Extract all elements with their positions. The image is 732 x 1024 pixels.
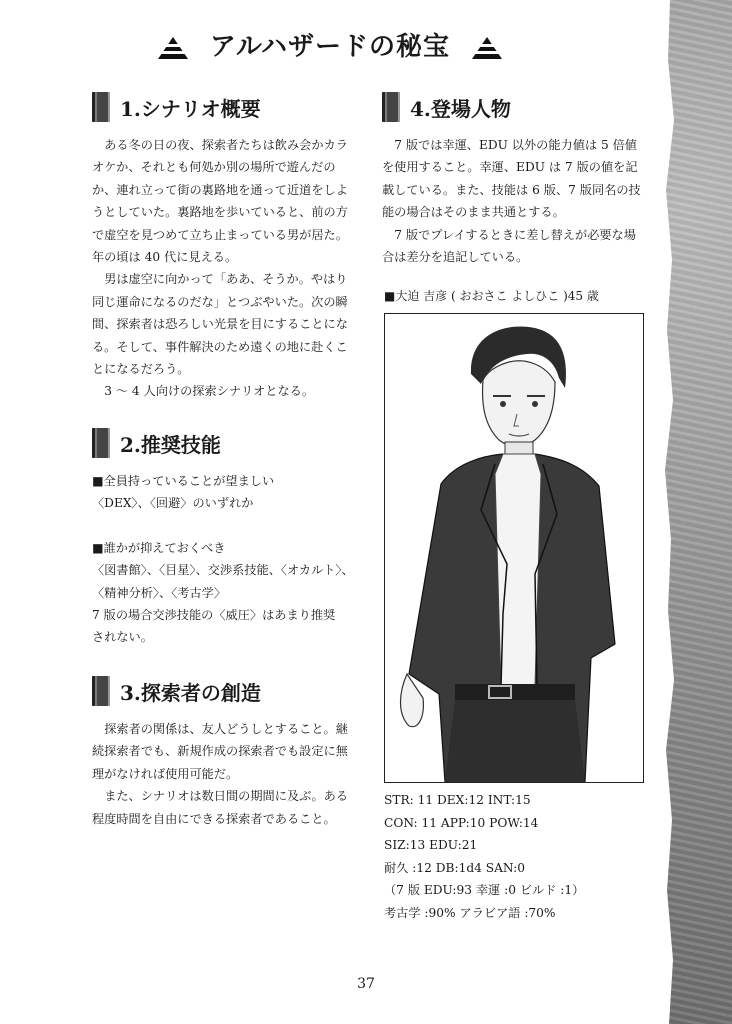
paragraph: 探索者の関係は、友人どうしとすること。継続探索者でも、新規作成の探索者でも設定に無理がなければ使用可能だ。 — [92, 722, 348, 781]
paragraph: 男は虚空に向かって「ああ、そうか。やはり同じ運命になるのだな」とつぶやいた。次の瞬間、探索者は恐ろしい光景を目にすることになる。そして、事件解決のため遠くの地に赴くことになるだろう。 — [92, 272, 348, 377]
stat-line: （7 版 EDU:93 幸運 :0 ビルド :1） — [384, 883, 585, 898]
stat-line: SIZ:13 EDU:21 — [384, 838, 478, 853]
page-number: 37 — [357, 976, 375, 992]
text-line: 〈精神分析〉、〈考古学〉 — [92, 585, 227, 600]
pyramid-icon — [470, 35, 504, 61]
pyramid-icon — [156, 35, 190, 61]
character-portrait — [384, 313, 644, 783]
section-heading — [382, 92, 644, 122]
section-title: 2.推奨技能 — [120, 432, 221, 457]
section-title: 1.シナリオ概要 — [120, 96, 261, 121]
paragraph: また、シナリオは数日間の期間に及ぶ。ある程度時間を自由にできる探索者であること。 — [92, 789, 349, 826]
torn-edge — [652, 0, 680, 1024]
text-line: されない。 — [92, 630, 153, 645]
section-title: 4.登場人物 — [410, 96, 511, 121]
section-heading — [92, 676, 354, 706]
text-line: 〈図書館〉、〈目星〉、交渉系技能、〈オカルト〉、 — [92, 563, 354, 578]
page-title-block — [0, 26, 660, 63]
page-title: アルハザードの秘宝 — [209, 32, 451, 62]
stat-line: STR: 11 DEX:12 INT:15 — [384, 793, 531, 807]
book-icon — [92, 428, 110, 458]
book-icon — [382, 92, 400, 122]
paragraph: 3 ～ 4 人向けの探索シナリオとなる。 — [104, 384, 315, 399]
text-line: 〈DEX〉、〈回避〉のいずれか — [92, 496, 254, 511]
book-icon — [92, 92, 110, 122]
book-icon — [92, 676, 110, 706]
stat-line: 考古学 :90% アラビア語 :70% — [384, 905, 556, 920]
section-characters — [382, 92, 644, 268]
section-recommended-skills — [92, 428, 354, 649]
stat-line: 耐久 :12 DB:1d4 SAN:0 — [384, 860, 525, 875]
text-line: ■誰かが抑えておくべき — [92, 540, 226, 555]
character-stats — [384, 789, 644, 925]
man-in-suit-illustration — [385, 314, 643, 782]
section-investigator-creation — [92, 676, 354, 830]
paragraph: 7 版でプレイするときに差し替えが必要な場合は差分を追記している。 — [382, 227, 636, 265]
paragraph: 7 版では幸運、EDU 以外の能力値は 5 倍値を使用すること。幸運、EDU は 7 版の値を記載している。また、技能は 6 版、7 版同名の技能の場合はそのまま共通とする。 — [382, 138, 641, 220]
text-line: 7 版の場合交渉技能の〈威圧〉はあまり推奨 — [92, 608, 336, 623]
character-name-label: ■大迫 吉彦 ( おおさこ よしひこ )45 歳 — [384, 289, 599, 303]
stat-line: CON: 11 APP:10 POW:14 — [384, 815, 539, 830]
section-heading — [92, 92, 354, 122]
section-scenario-overview — [92, 92, 354, 403]
section-title: 3.探索者の創造 — [120, 680, 261, 705]
text-line: ■全員持っていることが望ましい — [92, 474, 275, 488]
section-heading — [92, 428, 354, 458]
paragraph: ある冬の日の夜、探索者たちは飲み会かカラオケか、それとも何処か別の場所で遊んだのか、連れ立って街の裏路地を通って近道をしようとしていた。裏路地を歩いていると、前の方で虚空を見つめて立ち止まっている男が居た。年の頃は 40 代に見える。 — [92, 138, 348, 265]
